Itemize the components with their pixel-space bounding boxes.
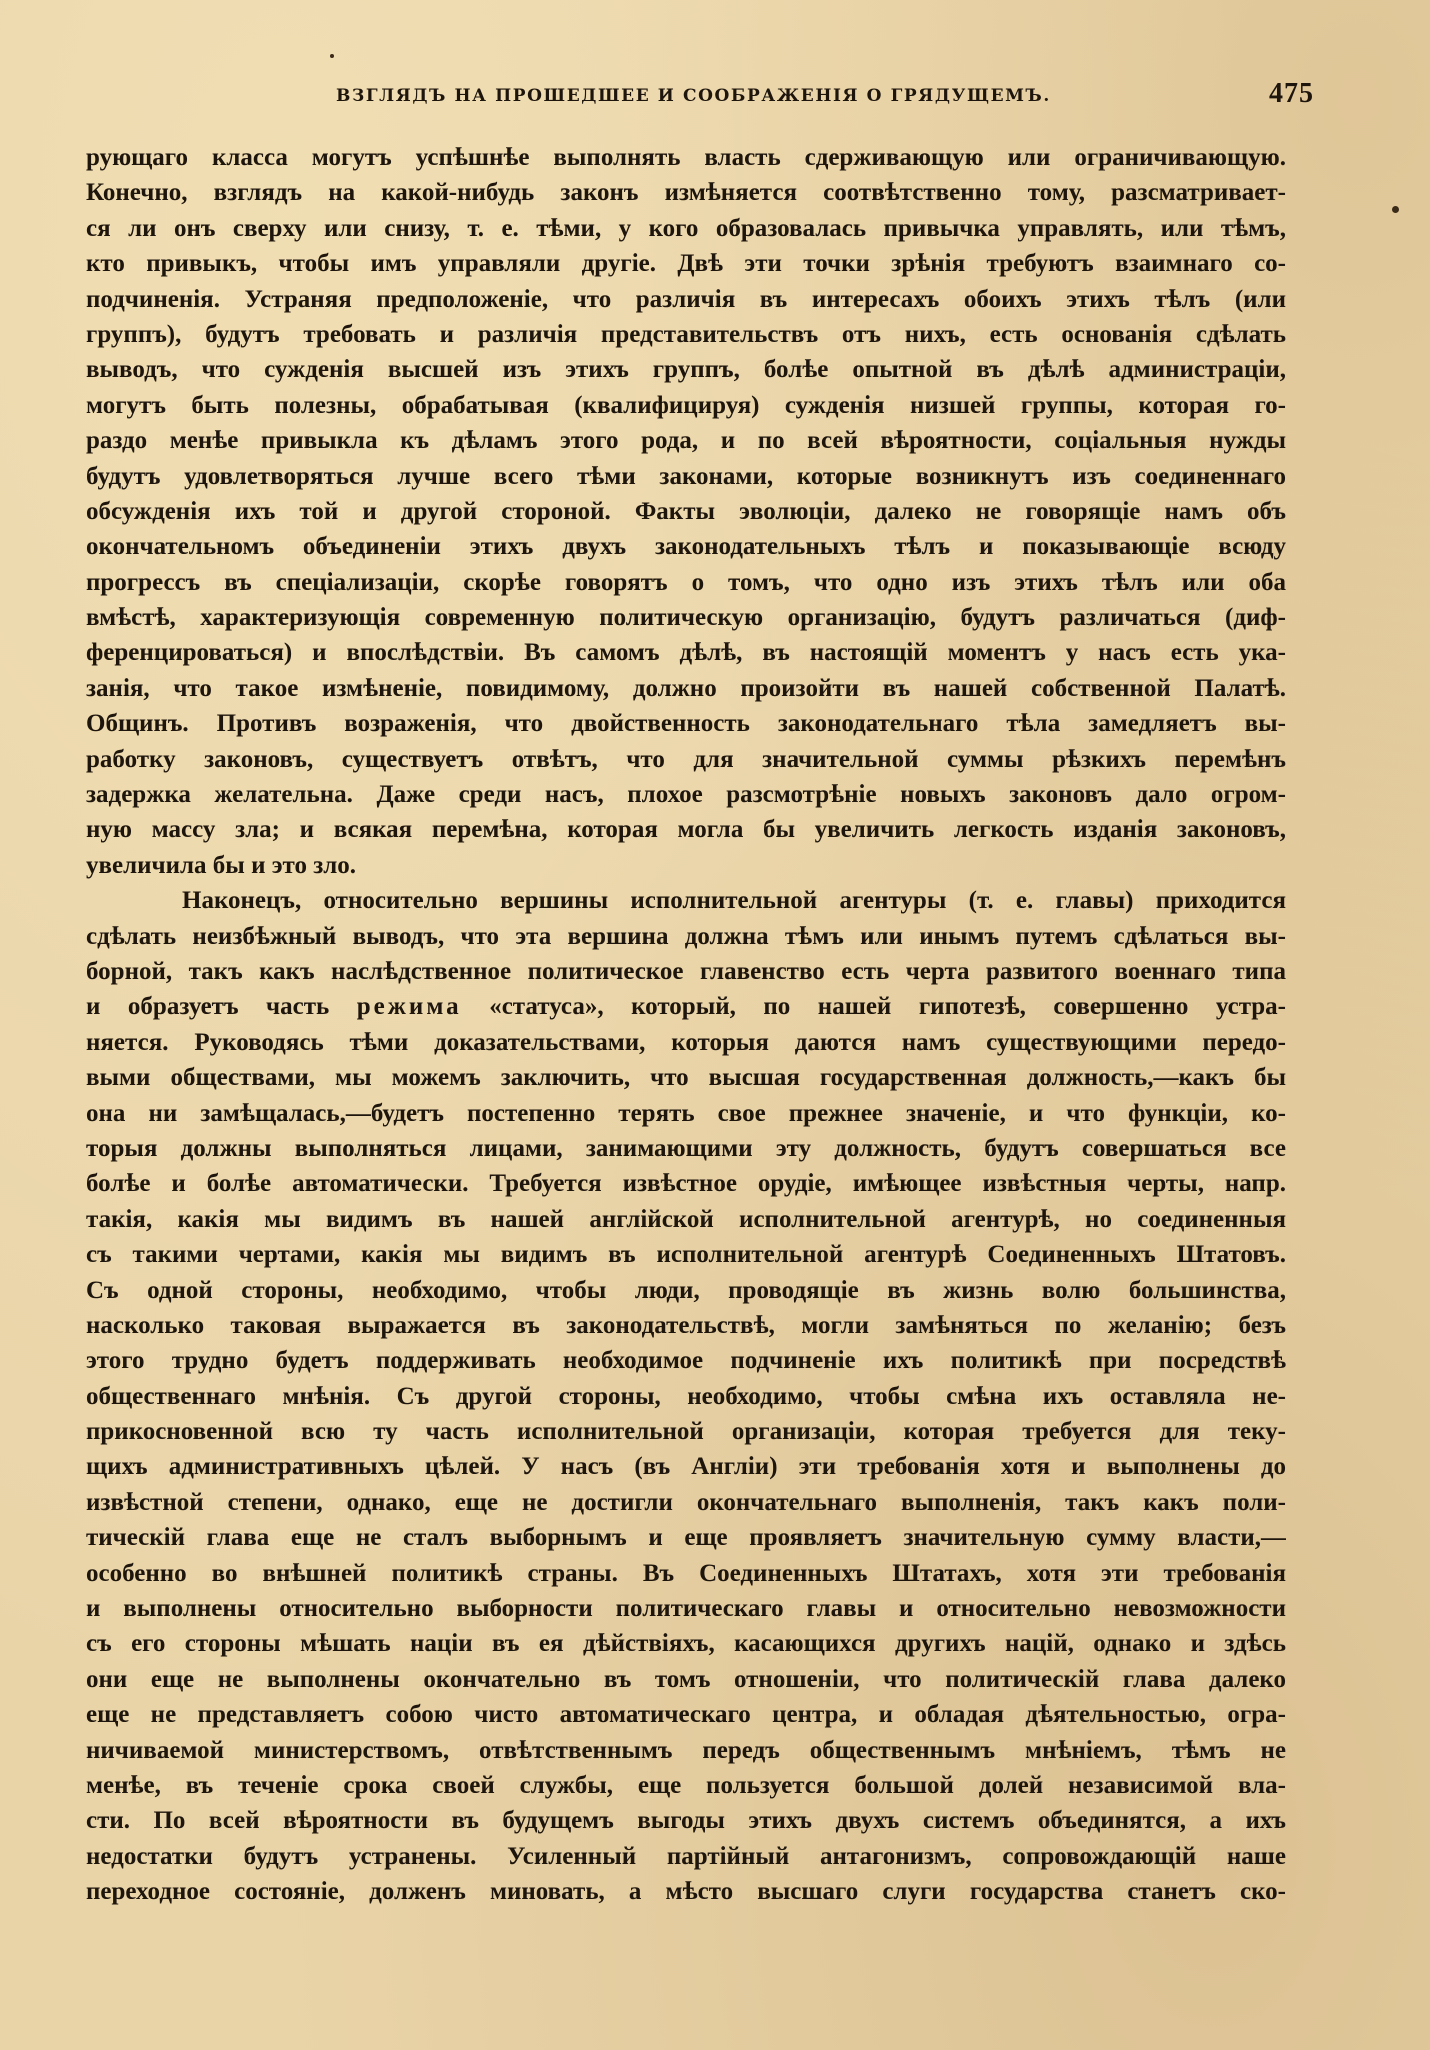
text-line: съ такими чертами, какія мы видимъ въ исполнительной агентурѣ Соединенныхъ Штатовъ. (86, 1241, 1286, 1269)
text-line: раздо менѣе привыкла къ дѣламъ этого рода, и по всей вѣроятности, соціальныя нужды (86, 427, 1286, 455)
running-title: ВЗГЛЯДЪ НА ПРОШЕДШЕЕ И СООБРАЖЕНІЯ О ГРЯДУЩЕМЪ. (336, 86, 1051, 106)
text-line: тическій глава еще не сталъ выборнымъ и еще проявляетъ значительную сумму власти,— (86, 1524, 1286, 1552)
text-line: окончательномъ объединеніи этихъ двухъ законодательныхъ тѣлъ и показывающіе всюду (86, 533, 1286, 561)
paper-speck (1392, 206, 1399, 213)
text-line: особенно во внѣшней политикѣ страны. Въ Соединенныхъ Штатахъ, хотя эти требованія (86, 1559, 1286, 1587)
paragraph-1 (86, 140, 1286, 883)
page-number: 475 (1269, 78, 1314, 109)
text-line: ную массу зла; и всякая перемѣна, которая могла бы увеличить легкость изданія законовъ, (86, 816, 1286, 844)
text-line: могутъ быть полезны, обрабатывая (квалифицируя) сужденія низшей группы, которая го- (86, 391, 1286, 419)
book-page (86, 74, 1314, 1974)
text-line: еще не представляетъ собою чисто автоматическаго центра, и обладая дѣятельностью, огра- (86, 1701, 1286, 1729)
text-line: щихъ административныхъ цѣлей. У насъ (въ Англіи) эти требованія хотя и выполнены до (86, 1453, 1286, 1481)
text-line: переходное состояніе, долженъ миновать, а мѣсто высшаго слуги государства станетъ ско- (86, 1878, 1286, 1906)
text-line: занія, что такое измѣненіе, повидимому, должно произойти въ нашей собственной Палатѣ. (86, 674, 1286, 702)
text-line: она ни замѣщалась,—будетъ постепенно терять свое прежнее значеніе, и что функціи, ко- (86, 1099, 1286, 1127)
text-line-with-spaced-word (86, 989, 1286, 1024)
text-line: сдѣлать неизбѣжный выводъ, что эта вершина должна тѣмъ или инымъ путемъ сдѣлаться вы- (86, 922, 1286, 950)
text-line: этого трудно будетъ поддерживать необходимое подчиненіе ихъ политикѣ при посредствѣ (86, 1347, 1286, 1375)
text-line: извѣстной степени, однако, еще не достигли окончательнаго выполненія, такъ какъ поли- (86, 1488, 1286, 1516)
text-line: будутъ удовлетворяться лучше всего тѣми законами, которые возникнутъ изъ соединеннаго (86, 462, 1286, 490)
paper-speck (330, 54, 334, 58)
text-line: Общинъ. Противъ возраженія, что двойственность законодательнаго тѣла замедляетъ вы- (86, 710, 1286, 738)
text-run: и образуетъ часть (86, 993, 330, 1021)
text-line: группъ), будутъ требовать и различія представительствъ отъ нихъ, есть основанія сдѣлать (86, 320, 1286, 348)
text-line: борной, такъ какъ наслѣдственное политическое главенство есть черта развитого военнаго типа (86, 957, 1286, 985)
text-line: недостатки будутъ устранены. Усиленный партійный антагонизмъ, сопровождающій наше (86, 1842, 1286, 1870)
text-line: торыя должны выполняться лицами, занимающими эту должность, будутъ совершаться все (86, 1134, 1286, 1162)
text-line: общественнаго мнѣнія. Съ другой стороны, необходимо, чтобы смѣна ихъ оставляла не- (86, 1382, 1286, 1410)
text-line: задержка желательна. Даже среди насъ, плохое разсмотрѣніе новыхъ законовъ дало огром- (86, 781, 1286, 809)
text-line: обсужденія ихъ той и другой стороной. Факты эволюціи, далеко не говорящіе намъ объ (86, 497, 1286, 525)
text-line: такія, какія мы видимъ въ нашей англійской исполнительной агентурѣ, но соединенныя (86, 1205, 1286, 1233)
text-line: прогрессъ въ спеціализаціи, скорѣе говорятъ о томъ, что одно изъ этихъ тѣлъ или оба (86, 568, 1286, 596)
text-line: вмѣстѣ, характеризующія современную политическую организацію, будутъ различаться (диф- (86, 604, 1286, 632)
text-line: прикосновенной всю ту часть исполнительной организаціи, которая требуется для теку- (86, 1418, 1286, 1446)
text-line: няется. Руководясь тѣми доказательствами, которыя даются намъ существующими передо- (86, 1028, 1286, 1056)
text-run: «статуса», который, по нашей гипотезѣ, совершенно устра- (489, 993, 1286, 1021)
paragraph-2 (86, 883, 1286, 1909)
text-line: Конечно, взглядъ на какой-нибудь законъ измѣняется соотвѣтственно тому, разсматривает- (86, 179, 1286, 207)
text-line: болѣе и болѣе автоматически. Требуется извѣстное орудіе, имѣющее извѣстныя черты, напр. (86, 1170, 1286, 1198)
text-line: ференцироваться) и впослѣдствіи. Въ самомъ дѣлѣ, въ настоящій моментъ у насъ есть ука- (86, 639, 1286, 667)
text-line: увеличила бы и это зло. (86, 851, 357, 879)
text-line: менѣе, въ теченіе срока своей службы, еще пользуется большой долей независимой вла- (86, 1771, 1286, 1799)
text-line: ся ли онъ сверху или снизу, т. е. тѣми, у кого образовалась привычка управлять, или тѣмъ, (86, 214, 1286, 242)
text-line: подчиненія. Устраняя предположеніе, что различія въ интересахъ обоихъ этихъ тѣлъ (или (86, 285, 1286, 313)
text-line: работку законовъ, существуетъ отвѣтъ, что для значительной суммы рѣзкихъ перемѣнъ (86, 745, 1286, 773)
text-line: рующаго класса могутъ успѣшнѣе выполнять власть сдерживающую или ограничивающую. (86, 144, 1286, 171)
text-line: съ его стороны мѣшать націи въ ея дѣйствіяхъ, касающихся другихъ націй, однако и здѣсь (86, 1630, 1286, 1658)
text-line: сти. По всей вѣроятности въ будущемъ выгоды этихъ двухъ системъ объединятся, а ихъ (86, 1807, 1286, 1835)
text-line: кто привыкъ, чтобы имъ управляли другіе. Двѣ эти точки зрѣнія требуютъ взаимнаго со- (86, 250, 1286, 278)
text-line-indented: Наконецъ, относительно вершины исполнительной агентуры (т. е. главы) приходится (182, 887, 1286, 915)
spaced-word: режима (356, 993, 462, 1021)
text-line: ничиваемой министерствомъ, отвѣтственнымъ передъ общественнымъ мнѣніемъ, тѣмъ не (86, 1736, 1286, 1764)
text-line: насколько таковая выражается въ законодательствѣ, могли замѣняться по желанію; безъ (86, 1311, 1286, 1339)
text-line: выводъ, что сужденія высшей изъ этихъ группъ, болѣе опытной въ дѣлѣ администраціи, (86, 356, 1286, 384)
text-line: и выполнены относительно выборности политическаго главы и относительно невозможности (86, 1595, 1286, 1623)
running-head (86, 74, 1314, 114)
text-line: они еще не выполнены окончательно въ томъ отношеніи, что политическій глава далеко (86, 1665, 1286, 1693)
text-line: выми обществами, мы можемъ заключить, что высшая государственная должность,—какъ бы (86, 1064, 1286, 1092)
text-line: Съ одной стороны, необходимо, чтобы люди, проводящіе въ жизнь волю большинства, (86, 1276, 1286, 1304)
